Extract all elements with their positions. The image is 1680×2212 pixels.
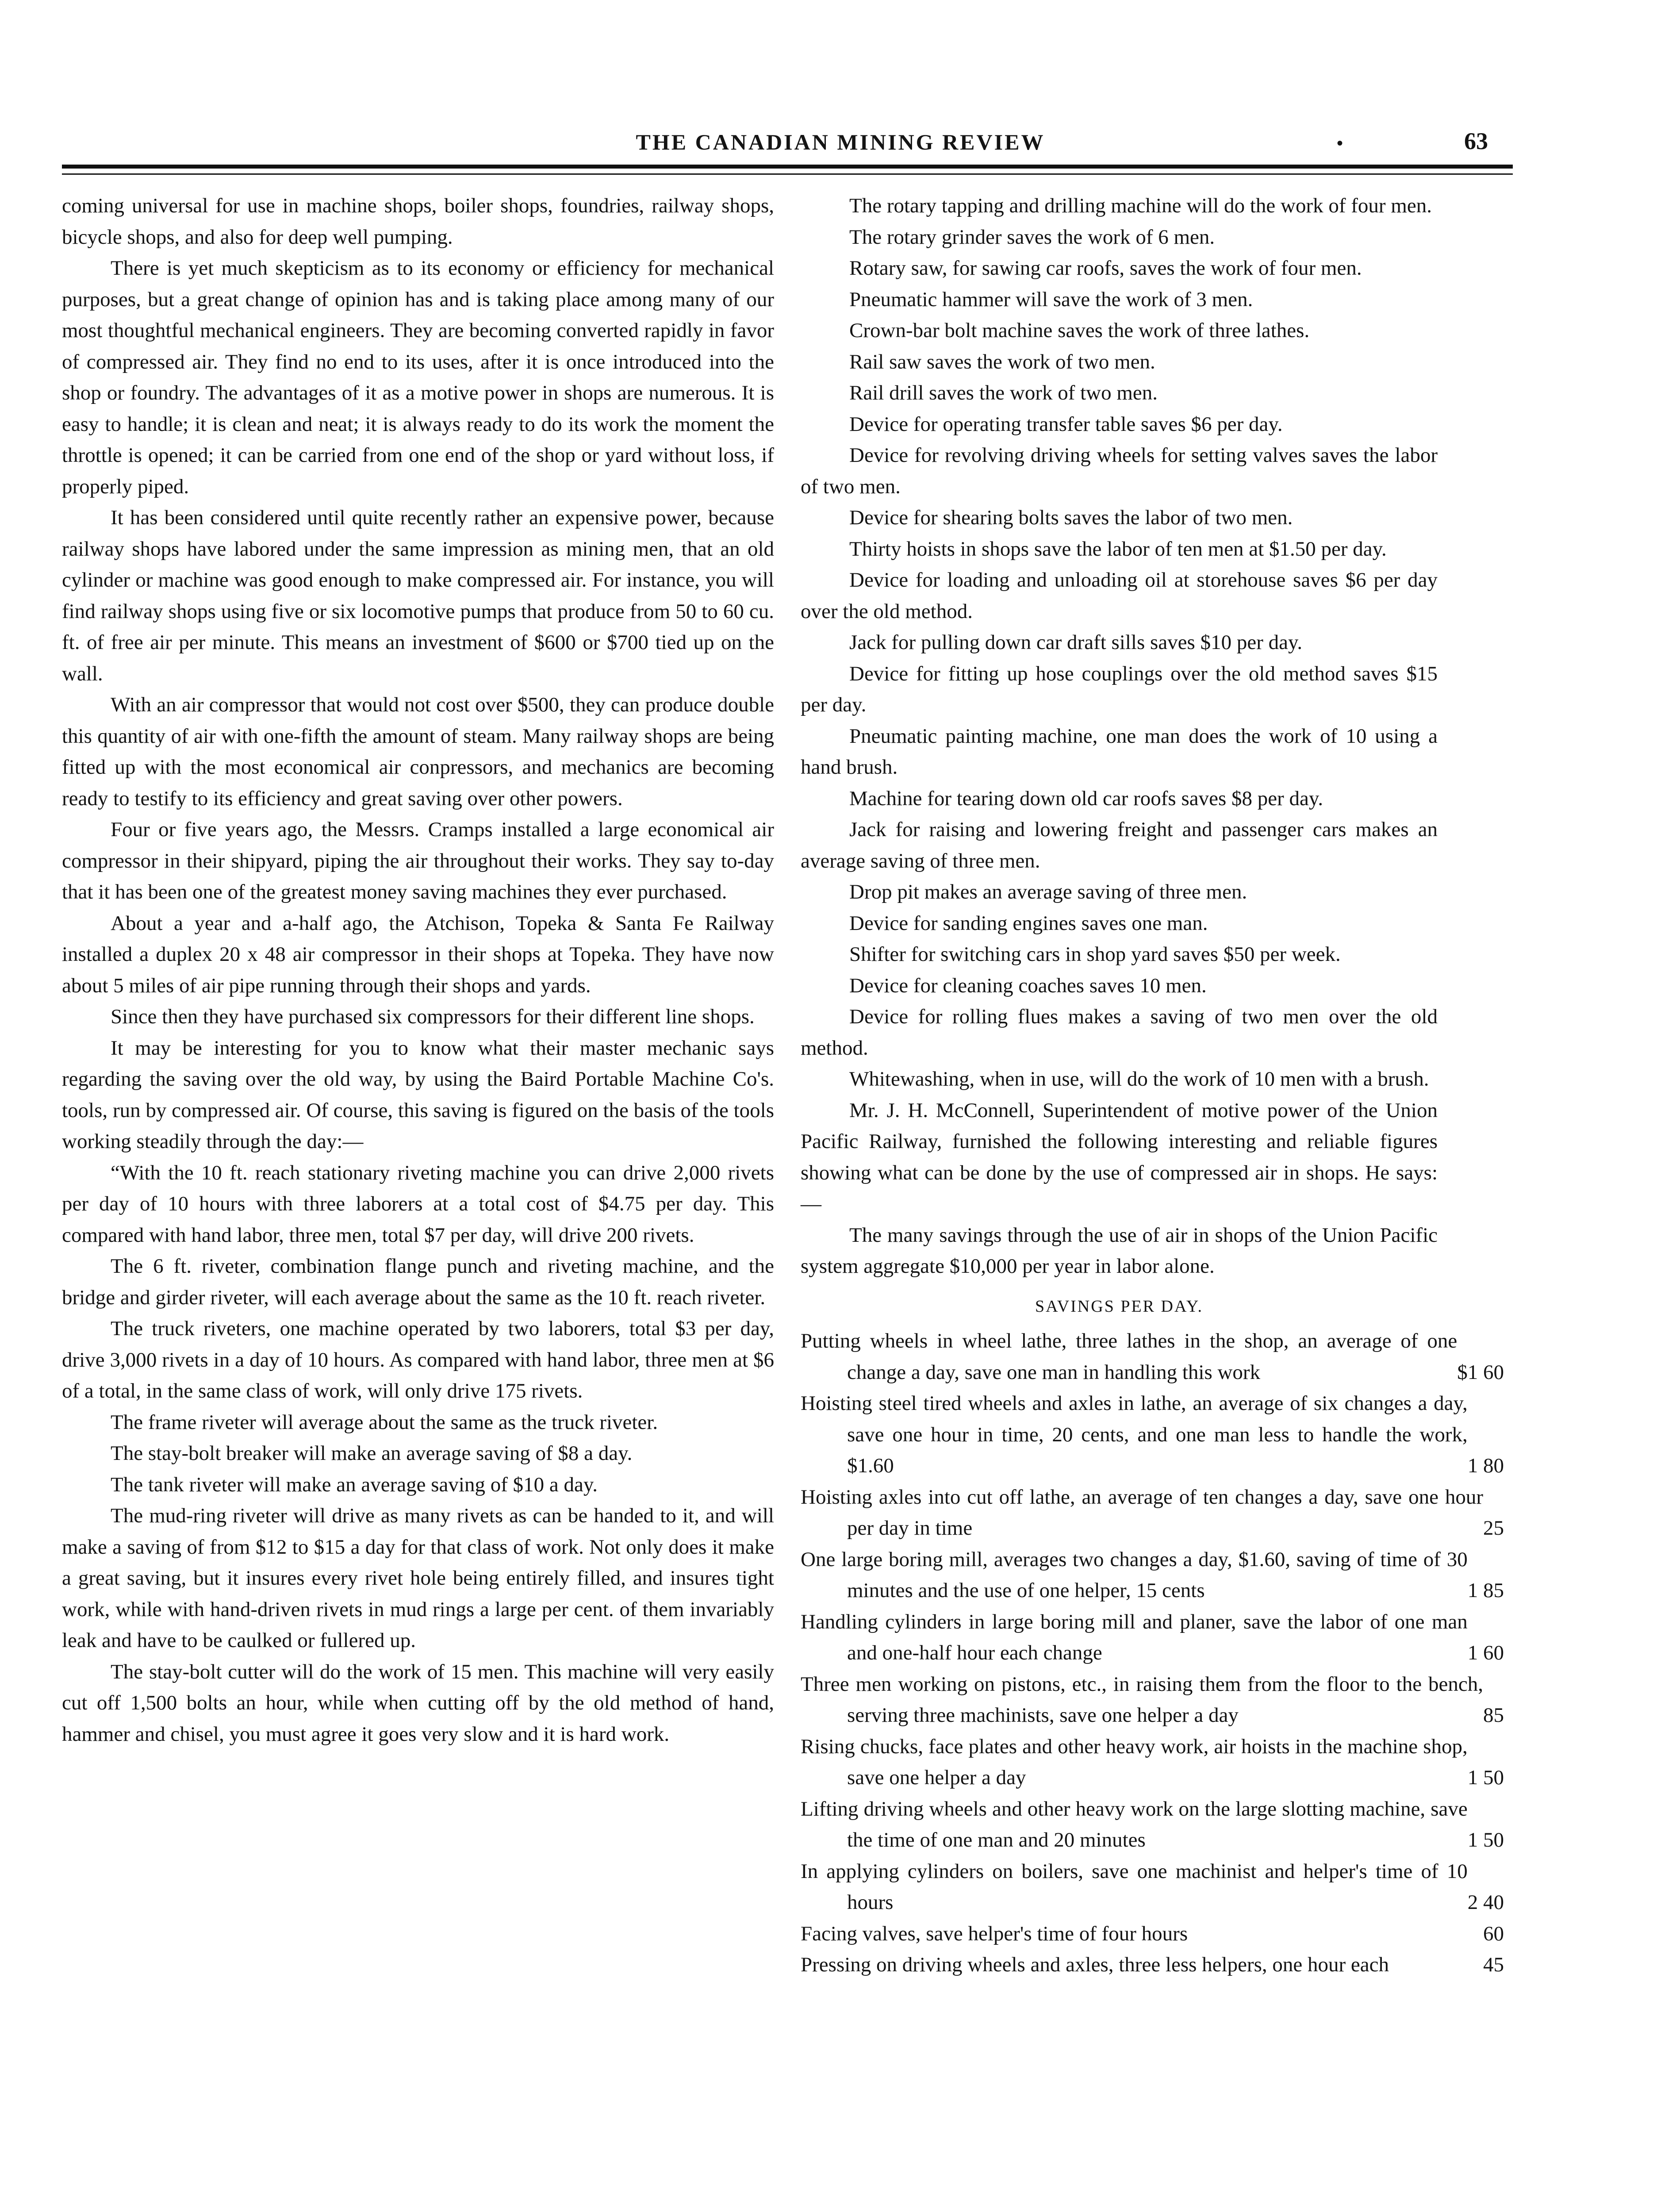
savings-description: Putting wheels in wheel lathe, three lathes in the shop, an average of one change a day, save one man in handling this work (801, 1329, 1458, 1384)
savings-amount: 1 80 (1467, 1454, 1504, 1477)
savings-row (801, 1731, 1513, 1793)
paragraph: Four or five years ago, the Messrs. Cramps installed a large economical air compressor in their shipyard, piping the air throughout their works. They say to-day that it has been one of the greatest money saving machines they ever purchased. (62, 818, 774, 903)
savings-row (801, 1482, 1513, 1544)
paragraph: “With the 10 ft. reach stationary riveting machine you can drive 2,000 rivets per day of 10 hours with three laborers at a total cost of $4.75 per day. This compared with hand labor, three men, total $7 per day, will drive 200 rivets. (62, 1161, 774, 1247)
savings-amount: 1 85 (1467, 1579, 1504, 1602)
paragraph: The stay-bolt cutter will do the work of 15 men. This machine will very easily cut off 1,500 bolts an hour, while when cutting off by the old method of hand, hammer and chisel, you must agree it goes very slow and it is hard work. (62, 1660, 774, 1746)
paragraph: The frame riveter will average about the same as the truck riveter. (111, 1410, 658, 1434)
paragraph: The tank riveter will make an average saving of $10 a day. (111, 1473, 598, 1496)
paragraph: Mr. J. H. McConnell, Superintendent of motive power of the Union Pacific Railway, furnished the following interesting and reliable figures showing what can be done by the use of compressed air in shops. He says:— (801, 1098, 1438, 1215)
savings-row (801, 1793, 1513, 1856)
savings-row (801, 1918, 1513, 1950)
paragraph: The many savings through the use of air in shops of the Union Pacific system aggregate $10,000 per year in labor alone. (801, 1223, 1438, 1278)
paragraph: Rail saw saves the work of two men. (849, 350, 1155, 373)
paragraph: Device for fitting up hose couplings over the old method saves $15 per day. (801, 662, 1438, 716)
right-column (801, 190, 1504, 1981)
paragraph: About a year and a-half ago, the Atchison, Topeka & Santa Fe Railway installed a duplex 20 x 48 air compressor in their shops at Topeka. They have now about 5 miles of air pipe running through their shops and yards. (62, 911, 774, 997)
paragraph: The rotary grinder saves the work of 6 men. (849, 225, 1215, 249)
paragraph: Pneumatic hammer will save the work of 3 men. (849, 288, 1253, 311)
paragraph: Rotary saw, for sawing car roofs, saves the work of four men. (849, 257, 1362, 280)
page-number: 63 (1464, 128, 1488, 154)
paragraph: Device for sanding engines saves one man. (849, 911, 1208, 935)
paragraph: The rotary tapping and drilling machine will do the work of four men. (849, 194, 1432, 217)
savings-amount: 1 50 (1467, 1828, 1504, 1851)
paragraph: Jack for raising and lowering freight and passenger cars makes an average saving of three men. (801, 818, 1438, 872)
paragraph: It has been considered until quite recently rather an expensive power, because railway shops have labored under the same impression as mining men, that an old cylinder or machine was good enough to make compressed air. For instance, you will find railway shops using five or six locomotive pumps that produce from 50 to 60 cu. ft. of free air per minute. This means an investment of $600 or $700 tied up on the wall. (62, 506, 774, 685)
paragraph: coming universal for use in machine shops, boiler shops, foundries, railway shops, bicycle shops, and also for deep well pumping. (62, 194, 774, 249)
paragraph: Device for rolling flues makes a saving of two men over the old method. (801, 1005, 1438, 1060)
savings-description: Handling cylinders in large boring mill and planer, save the labor of one man and one-half hour each change (801, 1610, 1468, 1664)
savings-amount: 2 40 (1467, 1891, 1504, 1914)
savings-description: Lifting driving wheels and other heavy work on the large slotting machine, save the time of one man and 20 minutes (801, 1797, 1468, 1851)
savings-row (801, 1669, 1513, 1731)
savings-row (801, 1544, 1513, 1606)
savings-description: Three men working on pistons, etc., in raising them from the floor to the bench, serving three machinists, save one helper a day (801, 1672, 1483, 1727)
page-header-title: THE CANADIAN MINING REVIEW (636, 130, 1045, 154)
paragraph: Device for loading and unloading oil at storehouse saves $6 per day over the old method. (801, 568, 1438, 623)
paragraph: Thirty hoists in shops save the labor of ten men at $1.50 per day. (849, 537, 1387, 561)
paragraph: Drop pit makes an average saving of three men. (849, 880, 1247, 903)
savings-row (801, 1606, 1513, 1669)
savings-title: SAVINGS PER DAY. (1035, 1297, 1203, 1316)
paragraph: Pneumatic painting machine, one man does the work of 10 using a hand brush. (801, 724, 1438, 779)
header-bullet: • (1337, 133, 1343, 153)
right-column-paragraphs (801, 190, 1438, 1282)
paragraph: With an air compressor that would not cost over $500, they can produce double this quantity of air with one-fifth the amount of steam. Many railway shops are being fitted up with the most economical air conpressors, and mechanics are becoming ready to testify to its efficiency and great saving over other powers. (62, 693, 774, 810)
paragraph: Device for operating transfer table saves $6 per day. (849, 412, 1283, 436)
paragraph: Device for shearing bolts saves the labor of two men. (849, 506, 1293, 529)
savings-description: Facing valves, save helper's time of four hours (801, 1922, 1188, 1945)
savings-description: One large boring mill, averages two changes a day, $1.60, saving of time of 30 minutes and the use of one helper, 15 cents (801, 1548, 1468, 1602)
savings-amount: 60 (1483, 1922, 1504, 1945)
savings-row (801, 1325, 1513, 1388)
paragraph: The truck riveters, one machine operated by two laborers, total $3 per day, drive 3,000 rivets in a day of 10 hours. As compared with hand labor, three men at $6 of a total, in the same class of work, will only drive 175 rivets. (62, 1317, 774, 1402)
paragraph: The 6 ft. riveter, combination flange punch and riveting machine, and the bridge and girder riveter, will each average about the same as the 10 ft. reach riveter. (62, 1255, 774, 1309)
paragraph: Device for cleaning coaches saves 10 men. (849, 974, 1207, 997)
savings-amount: $1 60 (1457, 1360, 1504, 1384)
paragraph: The stay-bolt breaker will make an average saving of $8 a day. (111, 1442, 633, 1465)
savings-description: Hoisting steel tired wheels and axles in lathe, an average of six changes a day, save one hour in time, 20 cents, and one man less to handle the work, $1.60 (801, 1392, 1468, 1477)
paragraph: Crown-bar bolt machine saves the work of three lathes. (849, 319, 1310, 342)
header-rule-thin (62, 173, 1513, 175)
paragraph: Whitewashing, when in use, will do the work of 10 men with a brush. (849, 1068, 1429, 1091)
paragraph: There is yet much skepticism as to its economy or efficiency for mechanical purposes, but a great change of opinion has and is taking place among many of our most thoughtful mechanical engineers. They are becoming converted rapidly in favor of compressed air. They find no end to its uses, after it is once introduced into the shop or foundry. The advantages of it as a motive power in shops are numerous. It is easy to handle; it is clean and neat; it is always ready to do its work the moment the throttle is opened; it can be carried from one end of the shop or yard without loss, if properly piped. (62, 257, 774, 498)
paragraph: Since then they have purchased six compressors for their different line shops. (111, 1005, 755, 1028)
paragraph: It may be interesting for you to know what their master mechanic says regarding the saving over the old way, by using the Baird Portable Machine Co's. tools, run by compressed air. Of course, this saving is figured on the basis of the tools working steadily through the day:— (62, 1036, 774, 1153)
header-rule-thick (62, 165, 1513, 169)
savings-amount: 45 (1483, 1953, 1504, 1976)
savings-amount: 1 60 (1467, 1641, 1504, 1664)
savings-amount: 85 (1483, 1704, 1504, 1727)
savings-description: In applying cylinders on boilers, save one machinist and helper's time of 10 hours (801, 1859, 1468, 1914)
savings-table (801, 1325, 1513, 1981)
savings-description: Pressing on driving wheels and axles, three less helpers, one hour each (801, 1953, 1389, 1976)
savings-description: Rising chucks, face plates and other heavy work, air hoists in the machine shop, save one helper a day (801, 1735, 1468, 1789)
paragraph: Rail drill saves the work of two men. (849, 381, 1158, 404)
savings-row (801, 1856, 1513, 1918)
paragraph: The mud-ring riveter will drive as many rivets as can be handed to it, and will make a saving of from $12 to $15 a day for that class of work. Not only does it make a great saving, but it insures every rivet hole being entirely filled, and insures tight work, while with hand-driven rivets in mud rings a large per cent. of them invariably leak and have to be caulked or fullered up. (62, 1504, 774, 1652)
paragraph: Shifter for switching cars in shop yard saves $50 per week. (849, 943, 1341, 966)
savings-row (801, 1388, 1513, 1482)
savings-row (801, 1949, 1513, 1981)
paragraph: Machine for tearing down old car roofs saves $8 per day. (849, 787, 1323, 810)
left-column (62, 190, 774, 1750)
savings-amount: 1 50 (1467, 1766, 1504, 1789)
savings-amount: 25 (1483, 1517, 1504, 1540)
paragraph: Jack for pulling down car draft sills saves $10 per day. (849, 631, 1303, 654)
paragraph: Device for revolving driving wheels for setting valves saves the labor of two men. (801, 444, 1438, 498)
savings-description: Hoisting axles into cut off lathe, an average of ten changes a day, save one hour per day in time (801, 1485, 1483, 1540)
